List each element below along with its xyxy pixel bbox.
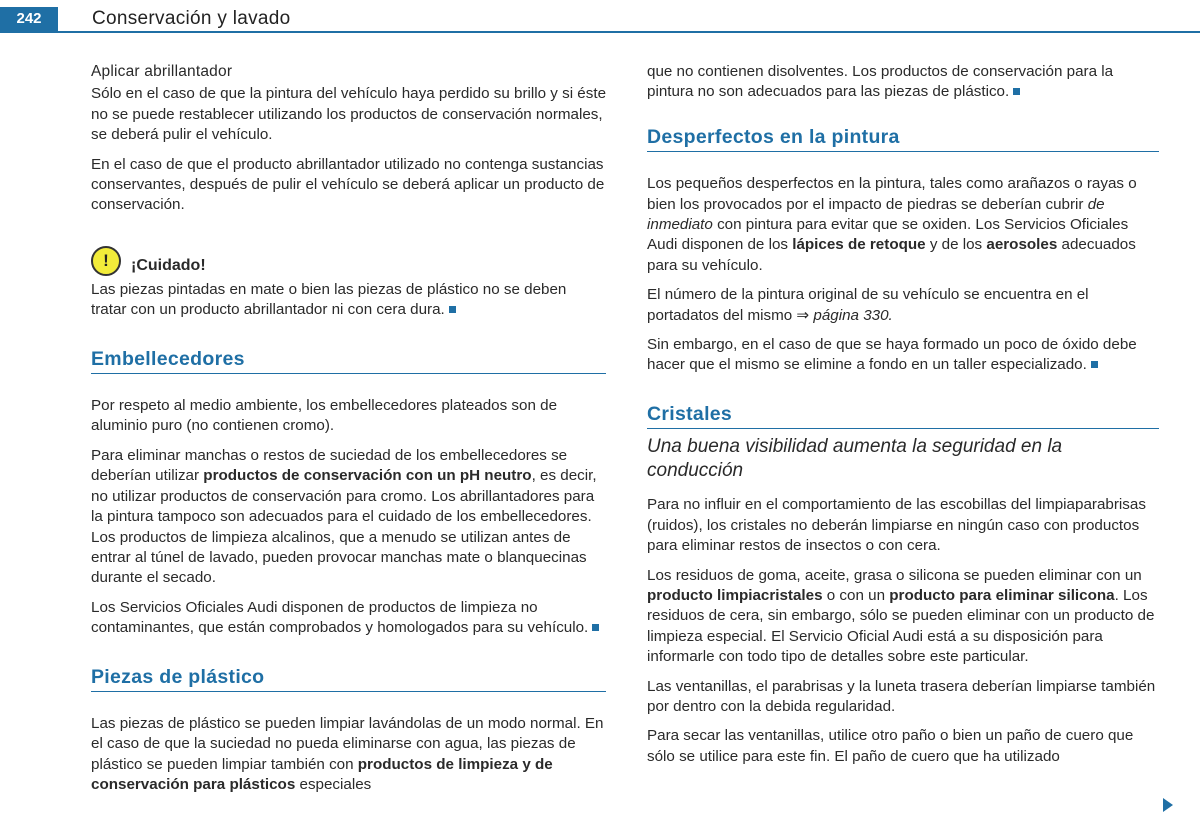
paint-damage-paragraph-2: El número de la pintura original de su vehículo se encuentra en el portadatos del mismo ⇒ página 330. <box>647 286 1089 324</box>
page-reference-link[interactable]: ⇒ página 330. <box>796 306 893 324</box>
section-heading-glass: Cristales <box>647 404 1159 429</box>
paint-damage-paragraph-1: Los pequeños desperfectos en la pintura, tales como arañazos o rayas o bien los provocados por el impacto de piedras se deberían cubrir de inmediato con pintura para evitar que se oxiden. Los Servicios Oficiales Audi disponen de los lápices de retoque y de los aerosoles adecuados para su vehículo. <box>647 175 1137 274</box>
header-rule <box>0 31 1200 33</box>
chapter-title: Conservación y lavado <box>92 8 291 29</box>
glass-paragraph-4: Para secar las ventanillas, utilice otro paño o bien un paño de cuero que sólo se utilice para este fin. El paño de cuero que ha utilizado <box>647 727 1134 765</box>
trims-paragraph-3: Los Servicios Oficiales Audi disponen de productos de limpieza no contaminantes, que están comprobados y homologados para su vehículo. <box>91 598 606 639</box>
paint-damage-paragraph-3: Sin embargo, en el caso de que se haya formado un poco de óxido debe hacer que el mismo se elimine a fondo en un taller especializado. <box>647 336 1137 374</box>
left-column <box>91 62 606 805</box>
caution-title: ¡Cuidado! <box>131 256 206 274</box>
trims-paragraph-2: Para eliminar manchas o restos de suciedad de los embellecedores se deberían utilizar productos de conservación con un pH neutro, es decir, no utilizar productos de conservación para cromo. Los abrillantadores para la pintura tampoco son adecuados para el cuidado de los embellecedores. Los productos de limpieza alcalinos, que a menudo se utilizan antes de entrar al túnel de lavado, pueden provocar manchas mate o blanquecinas durante el secado. <box>91 446 597 587</box>
glass-paragraph-3: Las ventanillas, el parabrisas y la luneta trasera deberían limpiarse también por dentro con la debida regularidad. <box>647 677 1156 715</box>
apply-polish-subtitle: Aplicar abrillantador <box>91 63 233 80</box>
caution-text: Las piezas pintadas en mate o bien las piezas de plástico no se deben tratar con un producto abrillantador ni con cera dura. <box>91 280 567 319</box>
section-heading-paint-damage: Desperfectos en la pintura <box>647 127 1159 152</box>
apply-polish-paragraph-1: Sólo en el caso de que la pintura del vehículo haya perdido su brillo y si éste no se puede restablecer utilizando los productos de conservación normales, se deberá pulir el vehículo. <box>91 85 607 144</box>
glass-lead: Una buena visibilidad aumenta la seguridad en la conducción <box>647 436 1063 482</box>
section-heading-trims: Embellecedores <box>91 349 606 374</box>
glass-paragraph-2: Los residuos de goma, aceite, grasa o silicona se pueden eliminar con un producto limpiacristales o con un producto para eliminar silicona. Los residuos de cera, sin embargo, sólo se pueden eliminar con un producto de limpieza especial. El Servicio Oficial Audi está a su disposición para informarle con todo tipo de detalles sobre este particular. <box>647 566 1155 666</box>
apply-polish-paragraph-2: En el caso de que el producto abrillantador utilizado no contenga sustancias conservantes, después de pulir el vehículo se deberá aplicar un producto de conservación. <box>91 155 605 214</box>
warning-icon: ! <box>91 246 121 276</box>
page-number: 242 <box>0 7 58 31</box>
section-end-icon <box>1013 88 1020 95</box>
section-end-icon <box>449 306 456 313</box>
plastic-continuation: que no contienen disolventes. Los productos de conservación para la pintura no son adecuados para las piezas de plástico. <box>647 63 1114 101</box>
section-end-icon <box>592 624 599 631</box>
section-heading-plastic: Piezas de plástico <box>91 667 606 692</box>
section-end-icon <box>1091 361 1098 368</box>
glass-paragraph-1: Para no influir en el comportamiento de las escobillas del limpiaparabrisas (ruidos), los cristales no deberán limpiarse en ningún caso con productos para eliminar restos de insectos o con cera. <box>647 496 1146 555</box>
trims-paragraph-1: Por respeto al medio ambiente, los embellecedores plateados son de aluminio puro (no contienen cromo). <box>91 397 558 435</box>
caution-box <box>91 246 606 276</box>
plastic-paragraph-1: Las piezas de plástico se pueden limpiar lavándolas de un modo normal. En el caso de que la suciedad no pueda eliminarse con agua, las piezas de plástico se pueden limpiar también con productos de limpieza y de conservación para plásticos especiales <box>91 714 604 794</box>
continue-arrow-icon <box>1163 798 1173 812</box>
right-column <box>647 62 1159 776</box>
page-header <box>0 0 1200 40</box>
